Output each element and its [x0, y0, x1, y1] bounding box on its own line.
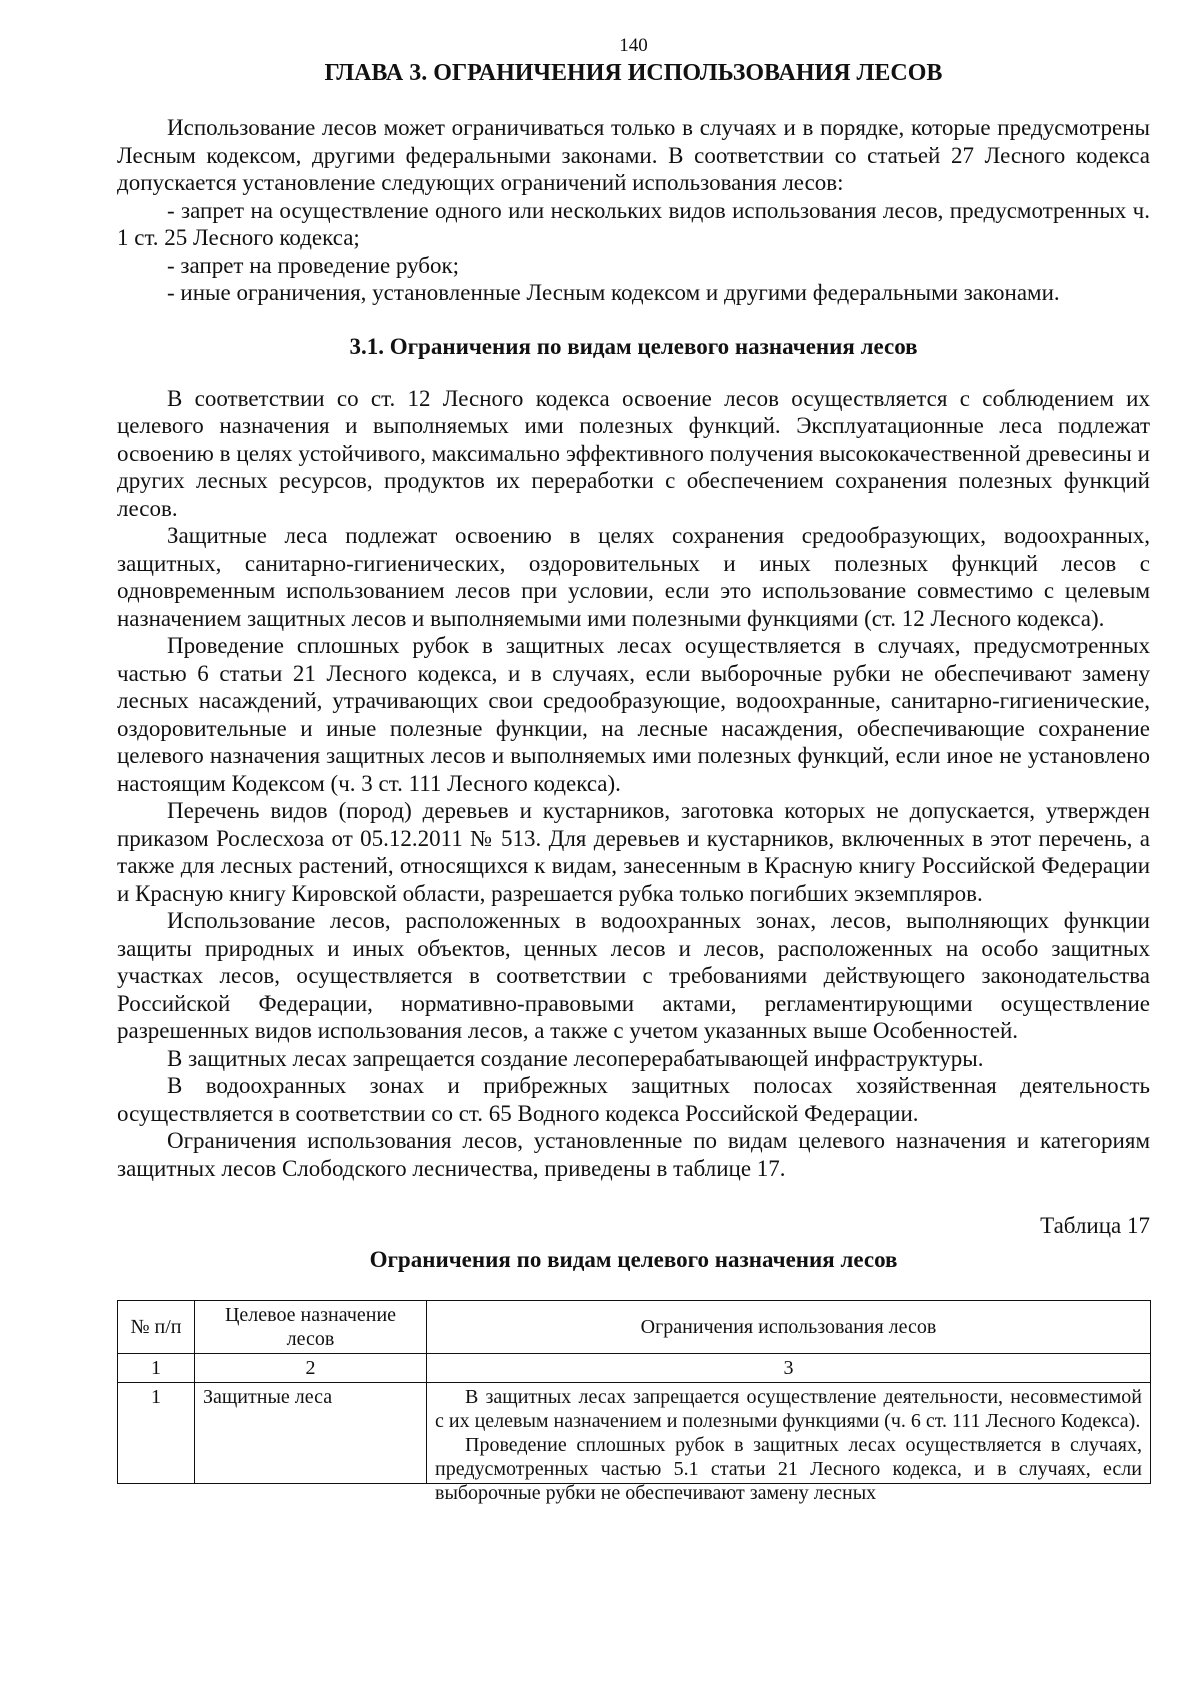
intro-paragraph: Использование лесов может ограничиваться только в случаях и в порядке, которые предусмотрены Лесным кодексом, другими федеральными законами. В соответствии со статьей 27 Лесного кодекса допускается установление следующих ограничений использования лесов: [117, 115, 1150, 195]
table-column-number-row [118, 1354, 1151, 1383]
section-paragraph: Перечень видов (пород) деревьев и кустарников, заготовка которых не допускается, утвержден приказом Рослесхоза от 05.12.2011 № 513. Для деревьев и кустарников, включенных в этот перечень, а также для лесных растений, относящихся к видам, занесенным в Красную книгу Российской Федерации и Красную книгу Кировской области, разрешается рубка только погибших экземпляров. [117, 798, 1150, 906]
section-paragraph: В водоохранных зонах и прибрежных защитных полосах хозяйственная деятельность осуществляется в соответствии со ст. 65 Водного кодекса Российской Федерации. [117, 1073, 1150, 1126]
row-purpose: Защитные леса [195, 1383, 427, 1484]
header-restrictions: Ограничения использования лесов [427, 1301, 1151, 1354]
document-page [117, 35, 1150, 1504]
section-paragraph: В соответствии со ст. 12 Лесного кодекса освоение лесов осуществляется с соблюдением их целевого назначения и выполняемых ими полезных функций. Эксплуатационные леса подлежат освоению в целях устойчивого, максимально эффективного получения высококачественной древесины и других лесных ресурсов, продуктов их переработки с обеспечением сохранения полезных функций лесов. [117, 385, 1150, 521]
section-paragraph: Проведение сплошных рубок в защитных лесах осуществляется в случаях, предусмотренных частью 6 статьи 21 Лесного кодекса, и в случаях, если выборочные рубки не обеспечивают замену лесных насаждений, утрачивающих свои средообразующие, водоохранные, санитарно-гигиенические, оздоровительные и иные полезные функции, на лесные насаждения, обеспечивающие сохранение целевого назначения защитных лесов и выполняемых ими полезных функций, если иное не установлено настоящим Кодексом (ч. 3 ст. 111 Лесного кодекса). [117, 633, 1150, 796]
column-number: 3 [427, 1354, 1151, 1383]
section-paragraph: В защитных лесах запрещается создание лесоперерабатывающей инфраструктуры. [167, 1045, 984, 1071]
header-purpose: Целевое назначение лесов [195, 1301, 427, 1354]
section-paragraph: Использование лесов, расположенных в водоохранных зонах, лесов, выполняющих функции защиты природных и иных объектов, ценных лесов и лесов, расположенных на особо защитных участках лесов, осуществляется в соответствии с требованиями действующего законодательства Российской Федерации, нормативно-правовыми актами, регламентирующими осуществление разрешенных видов использования лесов, а также с учетом указанных выше Особенностей. [117, 908, 1150, 1043]
table-label: Таблица 17 [1040, 1213, 1150, 1238]
restriction-paragraph: Проведение сплошных рубок в защитных лесах осуществляется в случаях, предусмотренных частью 5.1 статьи 21 Лесного кодекса, и в случаях, если выборочные рубки не обеспечивают замену лесных [435, 1434, 1142, 1504]
row-number: 1 [118, 1383, 195, 1484]
restriction-paragraph: В защитных лесах запрещается осуществление деятельности, несовместимой с их целевым назначением и полезными функциями (ч. 6 ст. 111 Лесного Кодекса). [435, 1386, 1142, 1432]
column-number: 1 [118, 1354, 195, 1383]
intro-list-item: - запрет на проведение рубок; [167, 252, 460, 278]
table-title: Ограничения по видам целевого назначения лесов [369, 1247, 898, 1272]
column-number: 2 [195, 1354, 427, 1383]
table-row [118, 1383, 1151, 1484]
section-paragraph: Ограничения использования лесов, установленные по видам целевого назначения и категориям защитных лесов Слободского лесничества, приведены в таблице 17. [117, 1128, 1150, 1181]
intro-list-item: - иные ограничения, установленные Лесным кодексом и другими федеральными законами. [167, 280, 1060, 305]
restrictions-table [117, 1300, 1151, 1504]
intro-list-item: - запрет на осуществление одного или нескольких видов использования лесов, предусмотренных ч. 1 ст. 25 Лесного кодекса; [117, 197, 1150, 250]
section-paragraph: Защитные леса подлежат освоению в целях сохранения средообразующих, водоохранных, защитных, санитарно-гигиенических, оздоровительных и иных полезных функций лесов с одновременным использованием лесов при условии, если это использование совместимо с целевым назначением защитных лесов и выполняемыми ими полезными функциями (ст. 12 Лесного кодекса). [117, 523, 1150, 631]
header-number: № п/п [118, 1301, 195, 1354]
chapter-title: ГЛАВА 3. ОГРАНИЧЕНИЯ ИСПОЛЬЗОВАНИЯ ЛЕСОВ [324, 60, 943, 86]
page-number: 140 [619, 35, 648, 56]
table-header-row [118, 1301, 1151, 1354]
section-title: 3.1. Ограничения по видам целевого назначения лесов [349, 333, 918, 359]
row-restrictions [427, 1383, 1151, 1504]
